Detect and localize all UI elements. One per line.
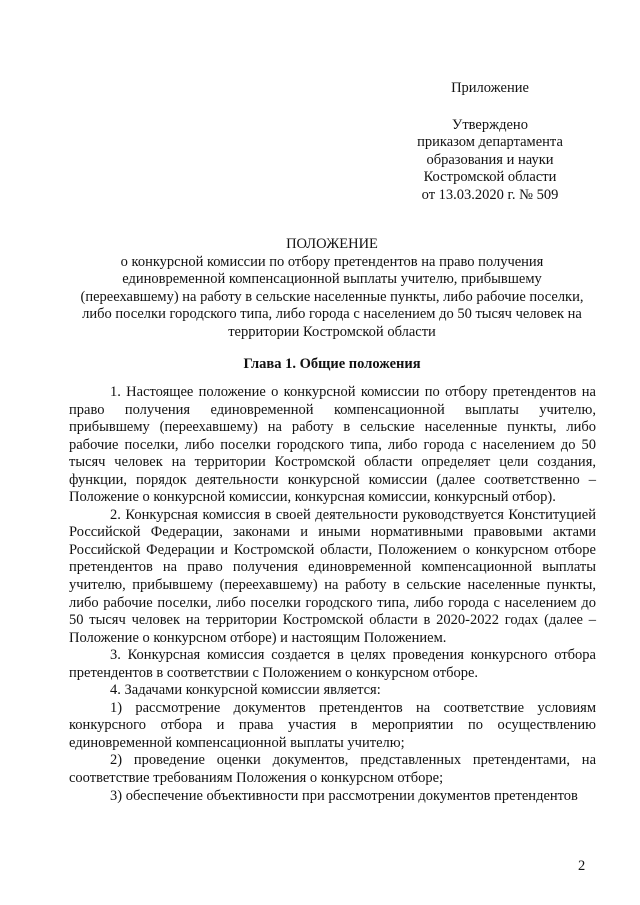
spacer bbox=[400, 98, 580, 117]
paragraph: 1) рассмотрение документов претендентов на соответствие условиям конкурсного отбора и права участия в мероприятии по осуществлению единовременной компенсационной выплаты учителю; bbox=[69, 699, 596, 751]
title-line: (переехавшему) на работу в сельские населенные пункты, либо рабочие поселки, bbox=[80, 288, 584, 305]
paragraph: 3. Конкурсная комиссия создается в целях проведения конкурсного отбора претендентов в соответствии с Положением о конкурсном отборе. bbox=[69, 647, 596, 681]
page-number: 2 bbox=[578, 858, 586, 874]
approval-block bbox=[400, 80, 580, 204]
approval-line: приказом департамента bbox=[417, 134, 563, 150]
approval-line: образования и науки bbox=[426, 151, 554, 168]
appendix-label: Приложение bbox=[451, 80, 529, 96]
paragraph: 3) обеспечение объективности при рассмотрении документов претендентов bbox=[110, 787, 578, 804]
approved-label: Утверждено bbox=[452, 116, 528, 133]
paragraph: 4. Задачами конкурсной комиссии является: bbox=[110, 682, 381, 699]
document-body bbox=[69, 384, 596, 805]
title-line: либо поселки городского типа, либо города с населением до 50 тысяч человек на bbox=[82, 306, 582, 323]
title-line: территории Костромской области bbox=[228, 323, 436, 340]
chapter-heading: Глава 1. Общие положения bbox=[243, 356, 421, 372]
paragraph: 2) проведение оценки документов, представленных претендентами, на соответствие требованиям Положения о конкурсном отборе; bbox=[69, 752, 596, 787]
approval-line: Костромской области bbox=[423, 169, 557, 185]
paragraph: 1. Настоящее положение о конкурсной комиссии по отбору претендентов на право получения единовременной компенсационной выплаты учителю, прибывшему (переехавшему) на работу в сельские населенные пункты, либо рабочие поселки, либо поселки городского типа, либо города с населением до 50 тысяч человек на территории Костромской области определяет цели создания, функции, порядок деятельности конкурсной комиссии (далее соответственно – Положение о конкурсной комиссии, конкурсная комиссии, конкурсный отбор). bbox=[69, 384, 596, 506]
title-line: о конкурсной комиссии по отбору претендентов на право получения bbox=[120, 253, 544, 270]
document-title bbox=[62, 236, 602, 342]
title-line: единовременной компенсационной выплаты учителю, прибывшему bbox=[122, 271, 542, 288]
paragraph: 2. Конкурсная комиссия в своей деятельности руководствуется Конституцией Российской Федерации, законами и иными нормативными правовыми актами Российской Федерации и Костромской области, Положением о конкурсном отборе претендентов на право получения единовременной компенсационной выплаты учителю, прибывшему (переехавшему) на работу в сельские населенные пункты, либо рабочие поселки, либо поселки городского типа, либо города с населением до 50 тысяч человек на территории Костромской области в 2020-2022 годах (далее – Положение о конкурсном отборе) и настоящим Положением. bbox=[69, 506, 596, 646]
approval-order-date: от 13.03.2020 г. № 509 bbox=[421, 186, 559, 203]
title-heading: ПОЛОЖЕНИЕ bbox=[286, 236, 378, 252]
